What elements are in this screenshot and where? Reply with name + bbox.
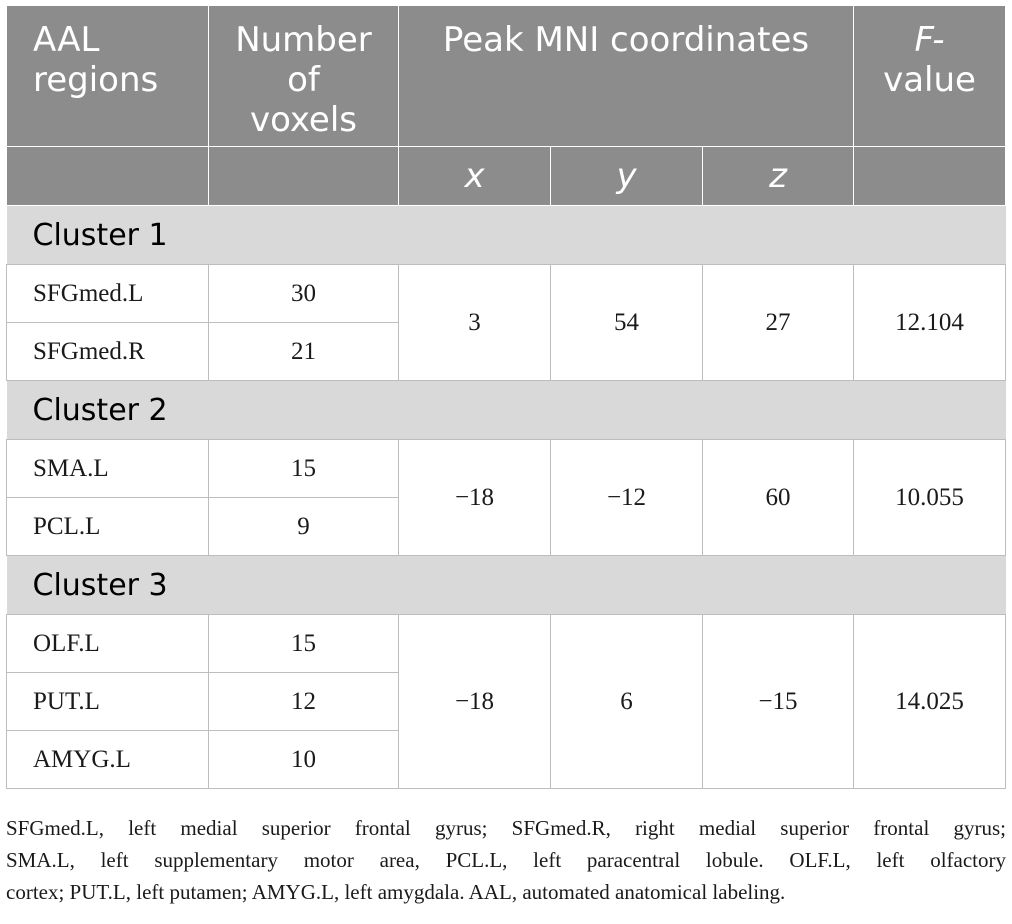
y-cell: 54	[551, 265, 703, 381]
footnote-line-2: SMA.L, left supplementary motor area, PCL.L, left paracentral lobule. OLF.L, left olfactory	[6, 848, 1006, 872]
header-row-1	[7, 6, 1006, 147]
y-cell: 6	[551, 615, 703, 789]
z-cell: −15	[703, 615, 854, 789]
table-row	[7, 615, 1006, 673]
table-footnote	[6, 812, 1006, 908]
header-f-line1: F-	[914, 20, 945, 60]
cluster-label: Cluster 1	[7, 206, 1006, 265]
voxels-cell: 30	[209, 265, 399, 323]
x-cell: 3	[399, 265, 551, 381]
cluster-label: Cluster 3	[7, 556, 1006, 615]
region-cell: PUT.L	[7, 673, 209, 731]
z-cell: 27	[703, 265, 854, 381]
header-empty-1	[7, 147, 209, 206]
header-voxels-line3: voxels	[249, 100, 358, 140]
cluster-row-2	[7, 381, 1006, 440]
header-voxels-line1: Number	[235, 20, 372, 60]
region-cell: SFGmed.R	[7, 323, 209, 381]
voxels-cell: 21	[209, 323, 399, 381]
results-table-container	[6, 5, 1005, 789]
header-y: y	[551, 147, 703, 206]
f-value-cell: 14.025	[854, 615, 1006, 789]
footnote-line-3: cortex; PUT.L, left putamen; AMYG.L, left amygdala. AAL, automated anatomical labeling.	[6, 880, 786, 904]
f-value-cell: 10.055	[854, 440, 1006, 556]
voxels-cell: 10	[209, 731, 399, 789]
region-cell: SFGmed.L	[7, 265, 209, 323]
region-cell: OLF.L	[7, 615, 209, 673]
header-empty-2	[209, 147, 399, 206]
voxels-cell: 15	[209, 440, 399, 498]
voxels-cell: 12	[209, 673, 399, 731]
table-row	[7, 440, 1006, 498]
table-row	[7, 265, 1006, 323]
voxels-cell: 9	[209, 498, 399, 556]
cluster-row-1	[7, 206, 1006, 265]
results-table	[6, 5, 1006, 789]
header-empty-3	[854, 147, 1006, 206]
cluster-label: Cluster 2	[7, 381, 1006, 440]
z-cell: 60	[703, 440, 854, 556]
x-cell: −18	[399, 440, 551, 556]
header-aal-line2: regions	[33, 60, 159, 100]
footnote-line-1: SFGmed.L, left medial superior frontal gyrus; SFGmed.R, right medial superior frontal gyrus;	[6, 816, 1006, 840]
header-aal-line1: AAL	[33, 20, 100, 60]
header-row-2	[7, 147, 1006, 206]
region-cell: SMA.L	[7, 440, 209, 498]
x-cell: −18	[399, 615, 551, 789]
header-number-of-voxels	[209, 6, 399, 147]
header-aal-regions	[7, 6, 209, 147]
header-voxels-line2: of	[287, 60, 320, 100]
header-x: x	[399, 147, 551, 206]
header-peak-mni: Peak MNI coordinates	[399, 6, 854, 147]
voxels-cell: 15	[209, 615, 399, 673]
region-cell: AMYG.L	[7, 731, 209, 789]
y-cell: −12	[551, 440, 703, 556]
header-f-value	[854, 6, 1006, 147]
region-cell: PCL.L	[7, 498, 209, 556]
cluster-row-3	[7, 556, 1006, 615]
header-f-line2: value	[883, 60, 976, 100]
f-value-cell: 12.104	[854, 265, 1006, 381]
header-z: z	[703, 147, 854, 206]
